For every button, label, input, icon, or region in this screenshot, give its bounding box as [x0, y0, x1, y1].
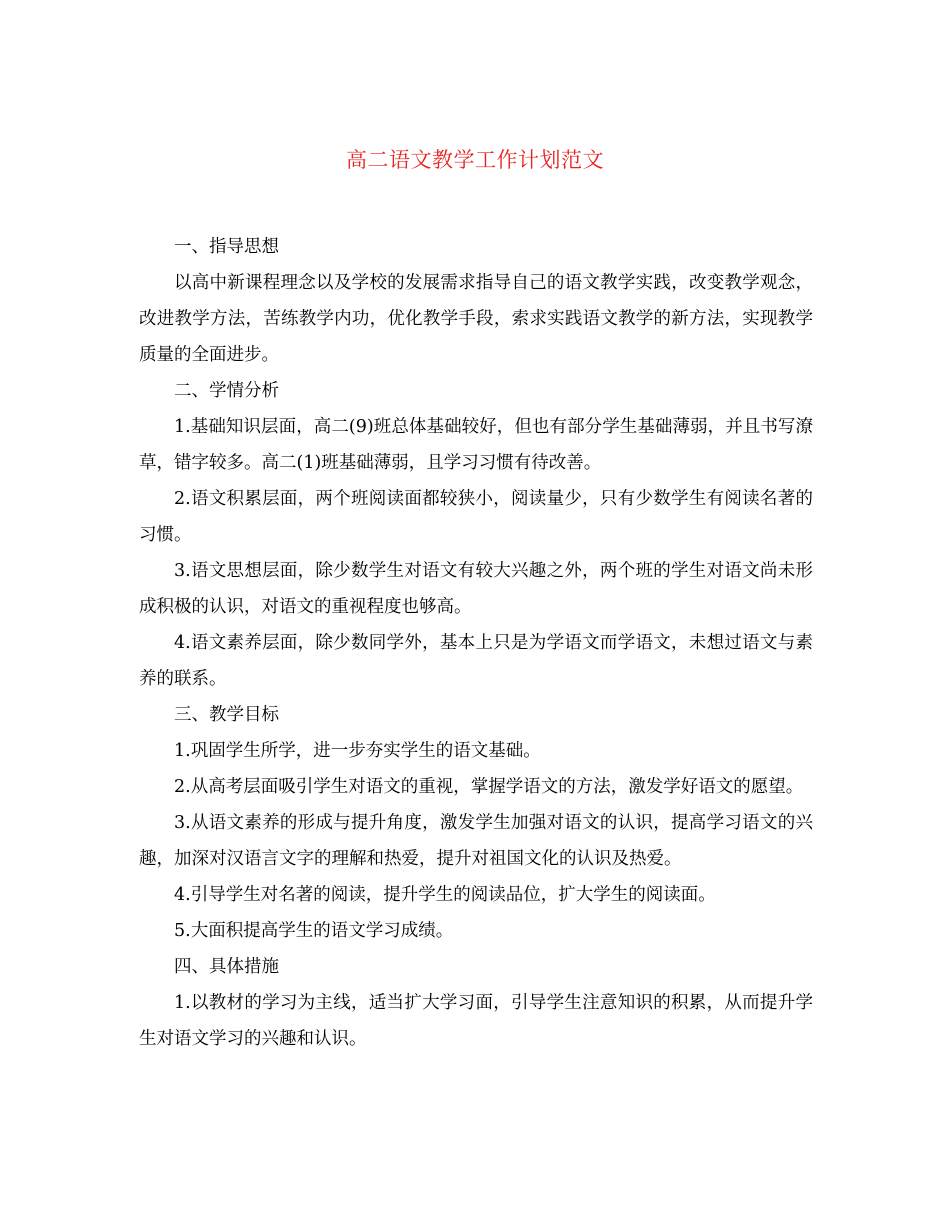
paragraph: 3.从语文素养的形成与提升角度，激发学生加强对语文的认识，提高学习语文的兴趣，加深对汉语言文字的理解和热爱，提升对祖国文化的认识及热爱。: [139, 813, 813, 869]
paragraph: 4.语文素养层面，除少数同学外，基本上只是为学语文而学语文，未想过语文与素养的联系。: [139, 633, 813, 689]
paragraph: 以高中新课程理念以及学校的发展需求指导自己的语文教学实践，改变教学观念，改进教学方法，苦练教学内功，优化教学手段，索求实践语文教学的新方法，实现教学质量的全面进步。: [139, 273, 813, 365]
paragraph: 1.基础知识层面，高二(9)班总体基础较好，但也有部分学生基础薄弱，并且书写潦草，错字较多。高二(1)班基础薄弱，且学习习惯有待改善。: [139, 417, 813, 473]
document-title: 高二语文教学工作计划范文: [346, 148, 604, 172]
paragraph: 1.巩固学生所学，进一步夯实学生的语文基础。: [174, 741, 541, 761]
paragraph: 4.引导学生对名著的阅读，提升学生的阅读品位，扩大学生的阅读面。: [174, 885, 716, 905]
paragraph: 5.大面积提高学生的语文学习成绩。: [174, 921, 454, 941]
paragraph: 2.从高考层面吸引学生对语文的重视，掌握学语文的方法，激发学好语文的愿望。: [174, 777, 804, 797]
section-heading: 四、具体措施: [174, 957, 279, 977]
section-heading: 三、教学目标: [174, 705, 279, 725]
section-heading: 二、学情分析: [174, 381, 279, 401]
paragraph: 1.以教材的学习为主线，适当扩大学习面，引导学生注意知识的积累，从而提升学生对语文学习的兴趣和认识。: [139, 993, 813, 1049]
paragraph: 2.语文积累层面，两个班阅读面都较狭小，阅读量少，只有少数学生有阅读名著的习惯。: [139, 489, 813, 545]
section-heading: 一、指导思想: [174, 237, 279, 257]
document-body: [139, 229, 813, 1057]
paragraph: 3.语文思想层面，除少数学生对语文有较大兴趣之外，两个班的学生对语文尚未形成积极的认识，对语文的重视程度也够高。: [139, 561, 813, 617]
